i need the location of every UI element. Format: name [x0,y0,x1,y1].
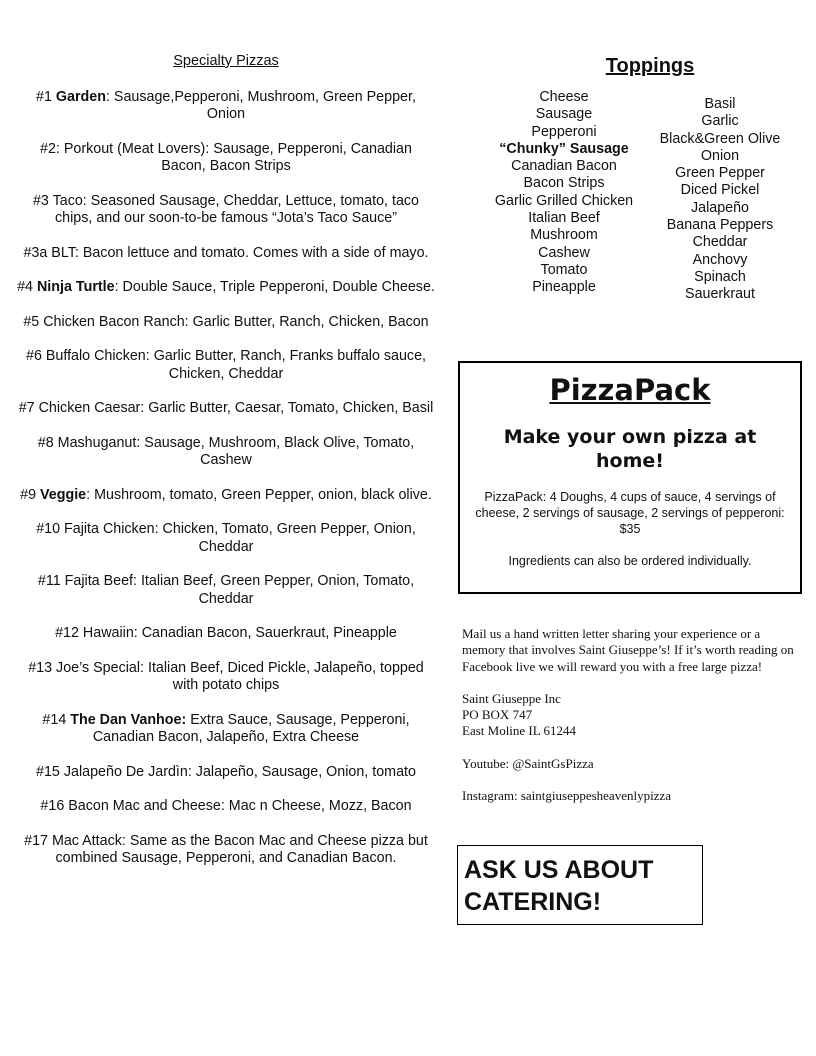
pizza-prefix: #6 Buffalo Chicken: Garlic Butter, Ranch, Franks buffalo sauce, Chicken, Cheddar [26,348,426,382]
topping-item: Cashew [538,244,590,261]
specialty-pizza-item [10,573,442,608]
topping-item: Italian Beef [528,210,600,227]
pizza-name: Veggie [40,486,87,503]
pizzapack-title: PizzaPack [549,373,711,407]
specialty-pizza-item [10,660,442,695]
topping-item: Garlic [701,113,739,130]
topping-item: Cheese [539,89,589,105]
specialty-pizza-item [10,435,442,470]
pizza-prefix: #4 [17,279,37,295]
catering-line-2: CATERING! [464,888,602,916]
pizzapack-note: Ingredients can also be ordered individually. [508,554,752,568]
topping-item: Diced Pickel [680,182,760,199]
catering-box [457,845,703,925]
topping-item: Sauerkraut [685,286,755,303]
catering-text [464,854,702,918]
specialty-pizzas-section [10,53,442,885]
topping-item [480,141,648,158]
topping-item: Basil [704,96,736,112]
specialty-pizza-item [10,487,442,505]
address-line-2: PO BOX 747 [462,707,533,723]
address-line-3: East Moline IL 61244 [462,723,576,739]
specialty-pizza-item [10,314,442,332]
specialty-pizza-item [10,245,442,263]
instagram-handle: Instagram: saintgiuseppesheavenlypizza [462,788,672,804]
catering-line-1: ASK US ABOUT [464,856,654,884]
pizza-ingredients: : Sausage,Pepperoni, Mushroom, Green Pepper, Onion [105,88,416,122]
topping-item: Tomato [540,261,588,278]
specialty-pizza-item [10,141,442,176]
specialty-pizzas-title: Specialty Pizzas [173,53,279,69]
pizzapack-box [458,361,802,594]
specialty-pizza-item [10,833,442,868]
specialty-pizza-list [10,89,442,868]
specialty-pizza-item [10,279,442,297]
topping-item: Anchovy [692,251,748,268]
pizza-prefix: #14 [42,711,71,728]
mailing-address [462,691,802,740]
pizza-prefix: #11 Fajita Beef: Italian Beef, Green Pepper, Onion, Tomato, Cheddar [37,573,415,607]
pizza-prefix: #16 Bacon Mac and Cheese: Mac n Cheese, Mozz, Bacon [40,798,412,814]
pizza-prefix: #5 Chicken Bacon Ranch: Garlic Butter, Ranch, Chicken, Bacon [23,313,429,330]
topping-item: Banana Peppers [666,217,774,234]
pizza-ingredients: Extra Sauce, Sausage, Pepperoni, Canadian Bacon, Jalapeño, Extra Cheese [92,711,410,745]
topping-item: Jalapeño [690,199,750,216]
topping-item: Spinach [694,268,746,285]
pizza-prefix: #3 Taco: Seasoned Sausage, Cheddar, Lettuce, tomato, taco chips, and our soon-to-be famous “Jota’s Taco Sauce” [32,192,420,226]
pizza-ingredients: : Mushroom, tomato, Green Pepper, onion, black olive. [86,486,432,503]
toppings-column-2 [650,96,790,304]
pizza-prefix: #12 Hawaiin: Canadian Bacon, Sauerkraut, Pineapple [55,625,397,641]
topping-item: Canadian Bacon [511,158,617,175]
pizza-prefix: #9 [20,486,41,503]
specialty-pizza-item [10,764,442,782]
specialty-pizza-item [10,348,442,383]
pizza-name: Ninja Turtle [36,279,115,295]
address-line-1: Saint Giuseppe Inc [462,690,561,706]
specialty-pizza-item [10,400,442,418]
specialty-pizza-item [10,798,442,816]
youtube-handle: Youtube: @SaintGsPizza [462,755,594,771]
mail-contact-section [462,626,802,820]
topping-item: Pepperoni [531,123,597,140]
topping-item: Bacon Strips [523,175,605,192]
pizza-prefix: #13 Joe’s Special: Italian Beef, Diced Pickle, Jalapeño, topped with potato chips [28,659,424,693]
pizzapack-subtitle: Make your own pizza at home! [503,426,757,472]
toppings-column-1 [480,89,648,297]
pizza-prefix: #17 Mac Attack: Same as the Bacon Mac and Cheese pizza but combined Sausage, Pepperoni, and Canadian Bacon. [24,832,428,866]
specialty-pizza-item [10,521,442,556]
toppings-title: Toppings [605,55,695,77]
pizza-prefix: #3a BLT: Bacon lettuce and tomato. Comes with a side of mayo. [23,244,429,261]
pizza-name: The Dan Vanhoe: [70,711,187,728]
pizzapack-description: PizzaPack: 4 Doughs, 4 cups of sauce, 4 servings of cheese, 2 servings of sausage, 2 servings of pepperoni: $35 [475,490,785,536]
specialty-pizza-item [10,193,442,228]
topping-item-label: “Chunky” Sausage [499,140,629,157]
topping-item: Mushroom [530,227,598,244]
topping-item: Cheddar [692,234,748,251]
topping-item: Onion [700,147,740,164]
topping-item: Black&Green Olive [659,130,781,147]
pizza-name: Garden [55,88,106,105]
mail-promo-text: Mail us a hand written letter sharing your experience or a memory that involves Saint Giuseppe’s! If it’s worth reading on Facebook live we will reward you with a free large pizza! [462,626,794,674]
pizza-ingredients: : Double Sauce, Triple Pepperoni, Double Cheese. [114,279,435,295]
topping-item: Garlic Grilled Chicken [494,192,634,209]
topping-item: Green Pepper [675,165,765,182]
pizza-prefix: #15 Jalapeño De Jardìn: Jalapeño, Sausage, Onion, tomato [36,763,416,780]
pizza-prefix: #2: Porkout (Meat Lovers): Sausage, Pepperoni, Canadian Bacon, Bacon Strips [40,140,412,174]
topping-item: Pineapple [532,279,596,296]
specialty-pizza-item [10,625,442,643]
pizza-prefix: #10 Fajita Chicken: Chicken, Tomato, Green Pepper, Onion, Cheddar [36,521,416,555]
topping-item: Sausage [535,106,593,123]
pizza-prefix: #1 [36,88,56,105]
pizza-prefix: #8 Mashuganut: Sausage, Mushroom, Black Olive, Tomato, Cashew [37,434,415,468]
specialty-pizza-item [10,712,442,747]
specialty-pizza-item [10,89,442,124]
pizza-prefix: #7 Chicken Caesar: Garlic Butter, Caesar, Tomato, Chicken, Basil [18,400,434,416]
